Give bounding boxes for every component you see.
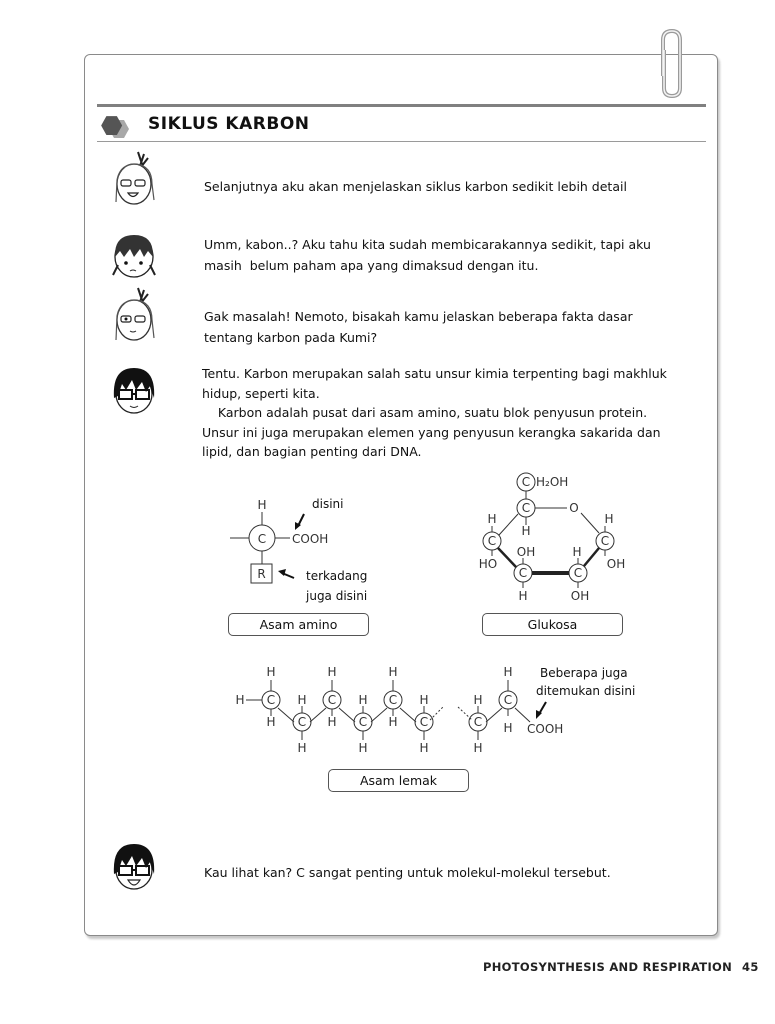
header-rule-top — [97, 104, 706, 107]
glucose-oh: OH — [606, 557, 626, 571]
fatty-acid-diagram — [230, 660, 650, 765]
glucose-c: C — [600, 534, 610, 548]
page-footer — [483, 960, 759, 974]
speech-text: Kau lihat kan? C sangat penting untuk molekul-molekul tersebut. — [204, 865, 611, 880]
fatty-c: C — [388, 693, 398, 707]
paperclip-icon — [652, 28, 692, 100]
fatty-c: C — [327, 693, 337, 707]
glucose-c: C — [518, 566, 528, 580]
fatty-c: C — [473, 715, 483, 729]
fatty-h: H — [358, 693, 368, 707]
amino-annotation-juga-disini: juga disini — [306, 589, 368, 603]
fatty-h: H — [388, 665, 398, 679]
avatar-girl-glasses-wink — [108, 286, 160, 348]
fatty-h: H — [419, 693, 429, 707]
amino-h: H — [257, 498, 267, 512]
amino-annotation-disini: disini — [312, 497, 344, 511]
avatar-kumi — [108, 225, 160, 287]
glucose-h: H — [521, 524, 531, 538]
speech-line-2 — [204, 234, 651, 276]
fatty-h: H — [503, 721, 513, 735]
fatty-c: C — [358, 715, 368, 729]
fatty-h: H — [327, 715, 337, 729]
glucose-oh: OH — [570, 589, 590, 603]
fatty-h: H — [503, 665, 513, 679]
fatty-h: H — [473, 741, 483, 755]
fatty-h: H — [235, 693, 245, 707]
glucose-oh: OH — [516, 545, 536, 559]
fatty-h: H — [358, 741, 368, 755]
speech-line-3 — [204, 306, 633, 348]
fatty-h: H — [297, 693, 307, 707]
fatty-annotation-1: Beberapa juga — [540, 666, 628, 680]
chapter-title: PHOTOSYNTHESIS AND RESPIRATION — [483, 960, 733, 974]
glucose-c: C — [487, 534, 497, 548]
fatty-h: H — [419, 741, 429, 755]
speech-text: hidup, seperti kita. — [202, 385, 320, 401]
speech-text: Karbon adalah pusat dari asam amino, suatu blok penyusun protein. — [202, 405, 648, 420]
fatty-c: C — [419, 715, 429, 729]
speech-text: tentang karbon pada Kumi? — [204, 330, 378, 345]
hexagon-icon — [99, 111, 131, 143]
speech-line-5 — [204, 862, 611, 883]
fatty-cooh: COOH — [527, 722, 564, 736]
glucose-c: C — [521, 501, 531, 515]
amino-acid-label: Asam amino — [228, 613, 369, 636]
avatar-nemoto-smile — [108, 838, 160, 900]
glucose-h: H — [487, 512, 497, 526]
fatty-c: C — [266, 693, 276, 707]
amino-acid-diagram — [220, 480, 380, 610]
glucose-h: H — [518, 589, 528, 603]
amino-annotation-terkadang: terkadang — [306, 569, 368, 583]
fatty-c: C — [297, 715, 307, 729]
section-title: SIKLUS KARBON — [148, 114, 310, 134]
avatar-girl-glasses — [108, 150, 160, 212]
speech-text: Gak masalah! Nemoto, bisakah kamu jelaskan beberapa fakta dasar — [204, 309, 633, 324]
fatty-c: C — [503, 693, 513, 707]
avatar-nemoto — [108, 362, 160, 424]
glucose-h: H — [604, 512, 614, 526]
fatty-h: H — [266, 665, 276, 679]
amino-cooh: COOH — [292, 532, 329, 546]
fatty-h: H — [473, 693, 483, 707]
speech-text: Unsur ini juga merupakan elemen yang penyusun kerangka sakarida dan — [202, 424, 661, 440]
glucose-o: O — [569, 501, 579, 515]
glucose-c: C — [573, 566, 583, 580]
fatty-h: H — [266, 715, 276, 729]
header-rule-bottom — [97, 141, 706, 142]
fatty-acid-label: Asam lemak — [328, 769, 469, 792]
speech-line-1 — [204, 176, 627, 197]
glucose-h2oh: H₂OH — [536, 475, 569, 489]
fatty-annotation-2: ditemukan disini — [536, 684, 636, 698]
glucose-diagram — [460, 465, 640, 615]
speech-text: Selanjutnya aku akan menjelaskan siklus karbon sedikit lebih detail — [204, 179, 627, 194]
glucose-h: H — [572, 545, 582, 559]
amino-r: R — [257, 567, 266, 581]
fatty-h: H — [297, 741, 307, 755]
glucose-label: Glukosa — [482, 613, 623, 636]
speech-text: lipid, dan bagian penting dari DNA. — [202, 444, 422, 459]
speech-line-4 — [202, 364, 667, 462]
speech-text: Tentu. Karbon merupakan salah satu unsur kimia terpenting bagi makhluk — [202, 366, 667, 381]
fatty-h: H — [388, 715, 398, 729]
speech-text: masih belum paham apa yang dimaksud dengan itu. — [204, 258, 539, 273]
glucose-ho: HO — [478, 557, 498, 571]
glucose-c: C — [521, 475, 531, 489]
fatty-h: H — [327, 665, 337, 679]
amino-c: C — [257, 532, 267, 546]
page-number: 45 — [742, 960, 759, 974]
speech-text: Umm, kabon..? Aku tahu kita sudah membicarakannya sedikit, tapi aku — [204, 237, 651, 252]
